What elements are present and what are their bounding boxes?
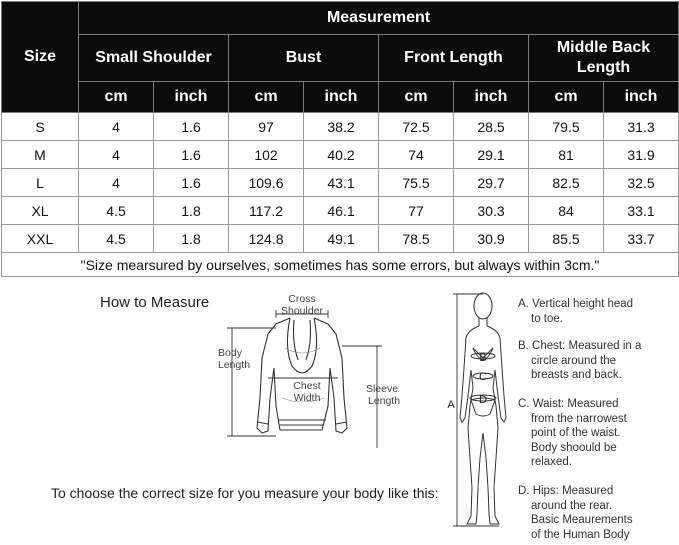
table-cell: 4: [79, 141, 154, 169]
legend-line: B. Chest: Measured in a: [518, 340, 642, 352]
table-cell: 49.1: [304, 225, 379, 253]
table-cell: S: [2, 113, 79, 141]
sleeve-length-label: Length: [367, 395, 401, 407]
table-cell: 75.5: [379, 169, 454, 197]
body-letter-b: B: [479, 352, 487, 364]
table-cell: 77: [379, 197, 454, 225]
table-cell: 79.5: [529, 113, 604, 141]
table-cell: 4: [79, 169, 154, 197]
legend-line: D. Hips: Measured: [518, 485, 614, 497]
measurement-note: "Size mearsured by ourselves, sometimes has some errors, but always within 3cm.": [2, 253, 679, 277]
legend-line: from the narrowest: [531, 412, 627, 425]
unit-header: cm: [79, 82, 154, 113]
legend-item-waist: [518, 397, 627, 470]
small-shoulder-header: Small Shoulder: [79, 35, 229, 82]
legend-line: C. Waist: Measured: [518, 398, 619, 410]
unit-header: inch: [304, 82, 379, 113]
middle-back-length-header: Middle Back Length: [529, 35, 679, 82]
legend-line: around the rear.: [531, 499, 613, 512]
legend-line: to toe.: [531, 312, 563, 325]
table-row: [2, 225, 679, 253]
table-cell: XXL: [2, 225, 79, 253]
cross-shoulder-label: Shoulder: [280, 305, 324, 317]
table-row: [2, 141, 679, 169]
table-row: [2, 113, 679, 141]
jacket-measurement-diagram: [210, 288, 410, 448]
size-column-header: Size: [2, 2, 79, 113]
table-cell: 102: [229, 141, 304, 169]
table-cell: 72.5: [379, 113, 454, 141]
table-cell: 4: [79, 113, 154, 141]
table-cell: 32.5: [604, 169, 679, 197]
body-length-label: Body: [218, 347, 242, 359]
legend-item-chest: [518, 339, 641, 383]
table-cell: 4.5: [79, 197, 154, 225]
table-cell: 124.8: [229, 225, 304, 253]
table-cell: 43.1: [304, 169, 379, 197]
table-cell: 40.2: [304, 141, 379, 169]
unit-header: inch: [454, 82, 529, 113]
table-cell: 117.2: [229, 197, 304, 225]
table-cell: 38.2: [304, 113, 379, 141]
table-cell: 78.5: [379, 225, 454, 253]
table-cell: 74: [379, 141, 454, 169]
legend-item-hips: [518, 484, 633, 542]
sleeve-length-label: Sleeve: [365, 383, 399, 395]
front-length-header: Front Length: [379, 35, 529, 82]
how-to-measure-title: How to Measure: [100, 294, 210, 311]
table-cell: 81: [529, 141, 604, 169]
table-row: [2, 197, 679, 225]
size-chart-table: [1, 1, 679, 277]
table-cell: 85.5: [529, 225, 604, 253]
table-cell: 28.5: [454, 113, 529, 141]
table-cell: 4.5: [79, 225, 154, 253]
unit-header: inch: [154, 82, 229, 113]
table-cell: 30.9: [454, 225, 529, 253]
table-cell: 33.7: [604, 225, 679, 253]
table-cell: 31.3: [604, 113, 679, 141]
legend-line: Body shoould be: [531, 441, 617, 454]
cross-shoulder-label: Cross: [288, 293, 316, 305]
table-cell: 1.6: [154, 169, 229, 197]
legend-line: of the Human Body: [531, 528, 630, 541]
table-cell: XL: [2, 197, 79, 225]
chest-width-label: Width: [293, 392, 321, 404]
unit-header: inch: [604, 82, 679, 113]
table-cell: 1.8: [154, 225, 229, 253]
table-cell: 33.1: [604, 197, 679, 225]
legend-line: Basic Meaurements: [531, 514, 633, 526]
table-cell: 46.1: [304, 197, 379, 225]
table-row: [2, 169, 679, 197]
legend-line: point of the waist.: [531, 427, 621, 439]
legend-line: breasts and back.: [531, 369, 622, 381]
table-cell: M: [2, 141, 79, 169]
measurement-header: Measurement: [79, 2, 679, 35]
body-letter-c: C: [479, 371, 487, 383]
bust-header: Bust: [229, 35, 379, 82]
body-letter-d: D: [479, 394, 487, 406]
chest-width-label: Chest: [293, 380, 321, 392]
table-cell: 29.1: [454, 141, 529, 169]
table-cell: 1.8: [154, 197, 229, 225]
body-letter-a: A: [447, 399, 455, 411]
table-cell: 1.6: [154, 113, 229, 141]
table-cell: 84: [529, 197, 604, 225]
table-cell: 29.7: [454, 169, 529, 197]
body-measurement-diagram: [440, 288, 515, 533]
table-cell: L: [2, 169, 79, 197]
unit-header: cm: [229, 82, 304, 113]
instruction-text: To choose the correct size for you measure your body like this:: [51, 485, 439, 501]
legend-line: relaxed.: [531, 456, 572, 468]
table-cell: 97: [229, 113, 304, 141]
table-cell: 31.9: [604, 141, 679, 169]
unit-header: cm: [529, 82, 604, 113]
table-cell: 109.6: [229, 169, 304, 197]
legend-line: A. Vertical height head: [518, 298, 634, 310]
table-cell: 82.5: [529, 169, 604, 197]
legend-item-height: [518, 297, 633, 326]
table-cell: 1.6: [154, 141, 229, 169]
body-length-label: Length: [217, 359, 251, 371]
unit-header: cm: [379, 82, 454, 113]
legend-line: circle around the: [531, 354, 617, 367]
table-cell: 30.3: [454, 197, 529, 225]
